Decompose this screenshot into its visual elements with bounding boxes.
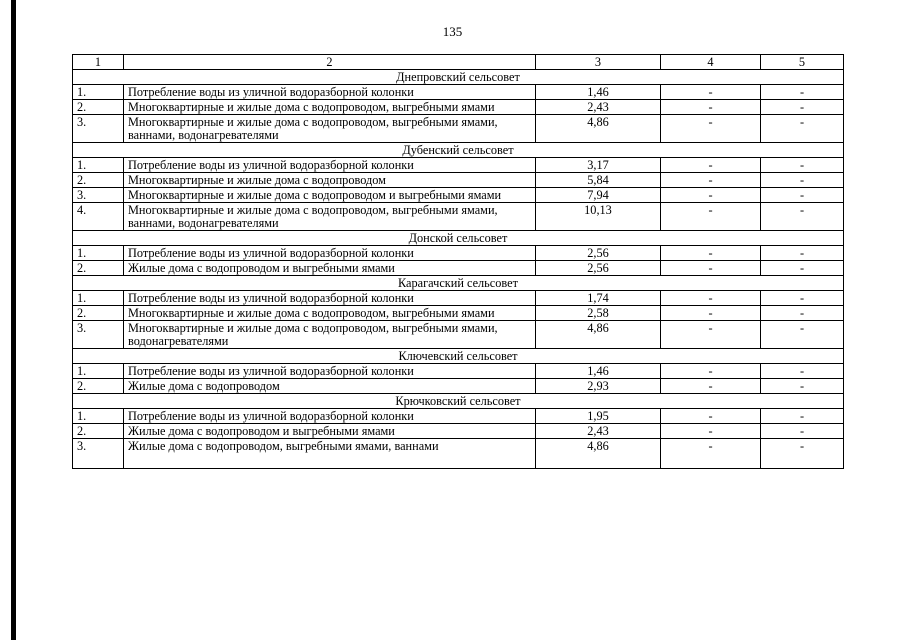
row-number: 2.	[73, 306, 124, 321]
table-row	[73, 115, 844, 143]
table-row	[73, 424, 844, 439]
row-number: 4.	[73, 203, 124, 231]
row-value: 2,43	[536, 424, 661, 439]
row-description: Жилые дома с водопроводом и выгребными ямами	[124, 261, 536, 276]
row-col4: -	[661, 306, 761, 321]
row-col4: -	[661, 424, 761, 439]
table-row	[73, 439, 844, 469]
row-value: 2,56	[536, 261, 661, 276]
row-description: Потребление воды из уличной водоразборной колонки	[124, 246, 536, 261]
row-col5: -	[761, 379, 844, 394]
header-col-4: 4	[661, 55, 761, 70]
row-number: 3.	[73, 439, 124, 469]
row-col4: -	[661, 439, 761, 469]
row-number: 3.	[73, 321, 124, 349]
table-row	[73, 203, 844, 231]
row-number: 1.	[73, 291, 124, 306]
header-col-5: 5	[761, 55, 844, 70]
section-title: Днепровский сельсовет	[73, 70, 844, 85]
row-value: 1,74	[536, 291, 661, 306]
row-col4: -	[661, 261, 761, 276]
section-title: Донской сельсовет	[73, 231, 844, 246]
row-number: 2.	[73, 261, 124, 276]
section-title: Крючковский сельсовет	[73, 394, 844, 409]
table-row	[73, 188, 844, 203]
row-col5: -	[761, 261, 844, 276]
row-number: 3.	[73, 188, 124, 203]
row-value: 1,46	[536, 85, 661, 100]
row-col4: -	[661, 321, 761, 349]
row-number: 1.	[73, 246, 124, 261]
row-value: 2,58	[536, 306, 661, 321]
row-number: 2.	[73, 379, 124, 394]
row-col4: -	[661, 364, 761, 379]
row-col5: -	[761, 203, 844, 231]
row-description: Многоквартирные и жилые дома с водопроводом, выгребными ямами	[124, 100, 536, 115]
row-description: Потребление воды из уличной водоразборной колонки	[124, 158, 536, 173]
row-number: 1.	[73, 85, 124, 100]
row-description: Жилые дома с водопроводом, выгребными ямами, ваннами	[124, 439, 536, 469]
table-row	[73, 100, 844, 115]
row-description: Многоквартирные и жилые дома с водопроводом, выгребными ямами	[124, 306, 536, 321]
row-col4: -	[661, 115, 761, 143]
table-row	[73, 173, 844, 188]
row-description: Жилые дома с водопроводом	[124, 379, 536, 394]
row-description: Многоквартирные и жилые дома с водопроводом, выгребными ямами, ваннами, водонагревателями	[124, 203, 536, 231]
row-col5: -	[761, 424, 844, 439]
row-col4: -	[661, 173, 761, 188]
row-col5: -	[761, 246, 844, 261]
row-col4: -	[661, 246, 761, 261]
table-row	[73, 364, 844, 379]
row-number: 1.	[73, 158, 124, 173]
row-col4: -	[661, 100, 761, 115]
row-value: 4,86	[536, 321, 661, 349]
table-row	[73, 379, 844, 394]
row-col4: -	[661, 291, 761, 306]
row-col5: -	[761, 291, 844, 306]
row-value: 1,46	[536, 364, 661, 379]
row-value: 3,17	[536, 158, 661, 173]
row-col5: -	[761, 173, 844, 188]
row-description: Многоквартирные и жилые дома с водопроводом и выгребными ямами	[124, 188, 536, 203]
header-col-1: 1	[73, 55, 124, 70]
row-number: 2.	[73, 100, 124, 115]
row-description: Потребление воды из уличной водоразборной колонки	[124, 85, 536, 100]
section-row	[73, 143, 844, 158]
row-value: 2,43	[536, 100, 661, 115]
section-row	[73, 394, 844, 409]
row-value: 4,86	[536, 439, 661, 469]
section-title: Дубенский сельсовет	[73, 143, 844, 158]
page-number: 135	[442, 24, 463, 39]
section-title: Ключевский сельсовет	[73, 349, 844, 364]
section-row	[73, 349, 844, 364]
row-number: 1.	[73, 364, 124, 379]
row-col5: -	[761, 409, 844, 424]
header-col-3: 3	[536, 55, 661, 70]
table-row	[73, 409, 844, 424]
row-col4: -	[661, 379, 761, 394]
row-value: 7,94	[536, 188, 661, 203]
row-col5: -	[761, 115, 844, 143]
table-row	[73, 321, 844, 349]
row-col5: -	[761, 321, 844, 349]
row-value: 4,86	[536, 115, 661, 143]
row-description: Потребление воды из уличной водоразборной колонки	[124, 409, 536, 424]
row-col4: -	[661, 203, 761, 231]
row-col4: -	[661, 158, 761, 173]
header-row	[73, 55, 844, 70]
row-value: 10,13	[536, 203, 661, 231]
row-value: 1,95	[536, 409, 661, 424]
row-col5: -	[761, 85, 844, 100]
section-row	[73, 70, 844, 85]
row-value: 5,84	[536, 173, 661, 188]
table-row	[73, 158, 844, 173]
header-col-2: 2	[124, 55, 536, 70]
row-description: Потребление воды из уличной водоразборной колонки	[124, 364, 536, 379]
row-number: 2.	[73, 424, 124, 439]
row-number: 3.	[73, 115, 124, 143]
row-description: Потребление воды из уличной водоразборной колонки	[124, 291, 536, 306]
row-col4: -	[661, 409, 761, 424]
table-row	[73, 261, 844, 276]
row-col4: -	[661, 188, 761, 203]
row-col5: -	[761, 158, 844, 173]
table-body	[73, 55, 844, 469]
row-description: Многоквартирные и жилые дома с водопроводом	[124, 173, 536, 188]
row-number: 1.	[73, 409, 124, 424]
row-col5: -	[761, 364, 844, 379]
table-row	[73, 291, 844, 306]
row-col5: -	[761, 439, 844, 469]
table-row	[73, 306, 844, 321]
page-edge-bar	[11, 0, 16, 640]
section-row	[73, 231, 844, 246]
row-col5: -	[761, 306, 844, 321]
section-title: Карагачский сельсовет	[73, 276, 844, 291]
row-col5: -	[761, 188, 844, 203]
row-value: 2,93	[536, 379, 661, 394]
section-row	[73, 276, 844, 291]
row-description: Многоквартирные и жилые дома с водопроводом, выгребными ямами, водонагревателями	[124, 321, 536, 349]
tariff-table	[72, 54, 844, 469]
row-number: 2.	[73, 173, 124, 188]
table-row	[73, 246, 844, 261]
row-description: Многоквартирные и жилые дома с водопроводом, выгребными ямами, ваннами, водонагревателями	[124, 115, 536, 143]
row-col5: -	[761, 100, 844, 115]
row-value: 2,56	[536, 246, 661, 261]
row-col4: -	[661, 85, 761, 100]
table-row	[73, 85, 844, 100]
row-description: Жилые дома с водопроводом и выгребными ямами	[124, 424, 536, 439]
